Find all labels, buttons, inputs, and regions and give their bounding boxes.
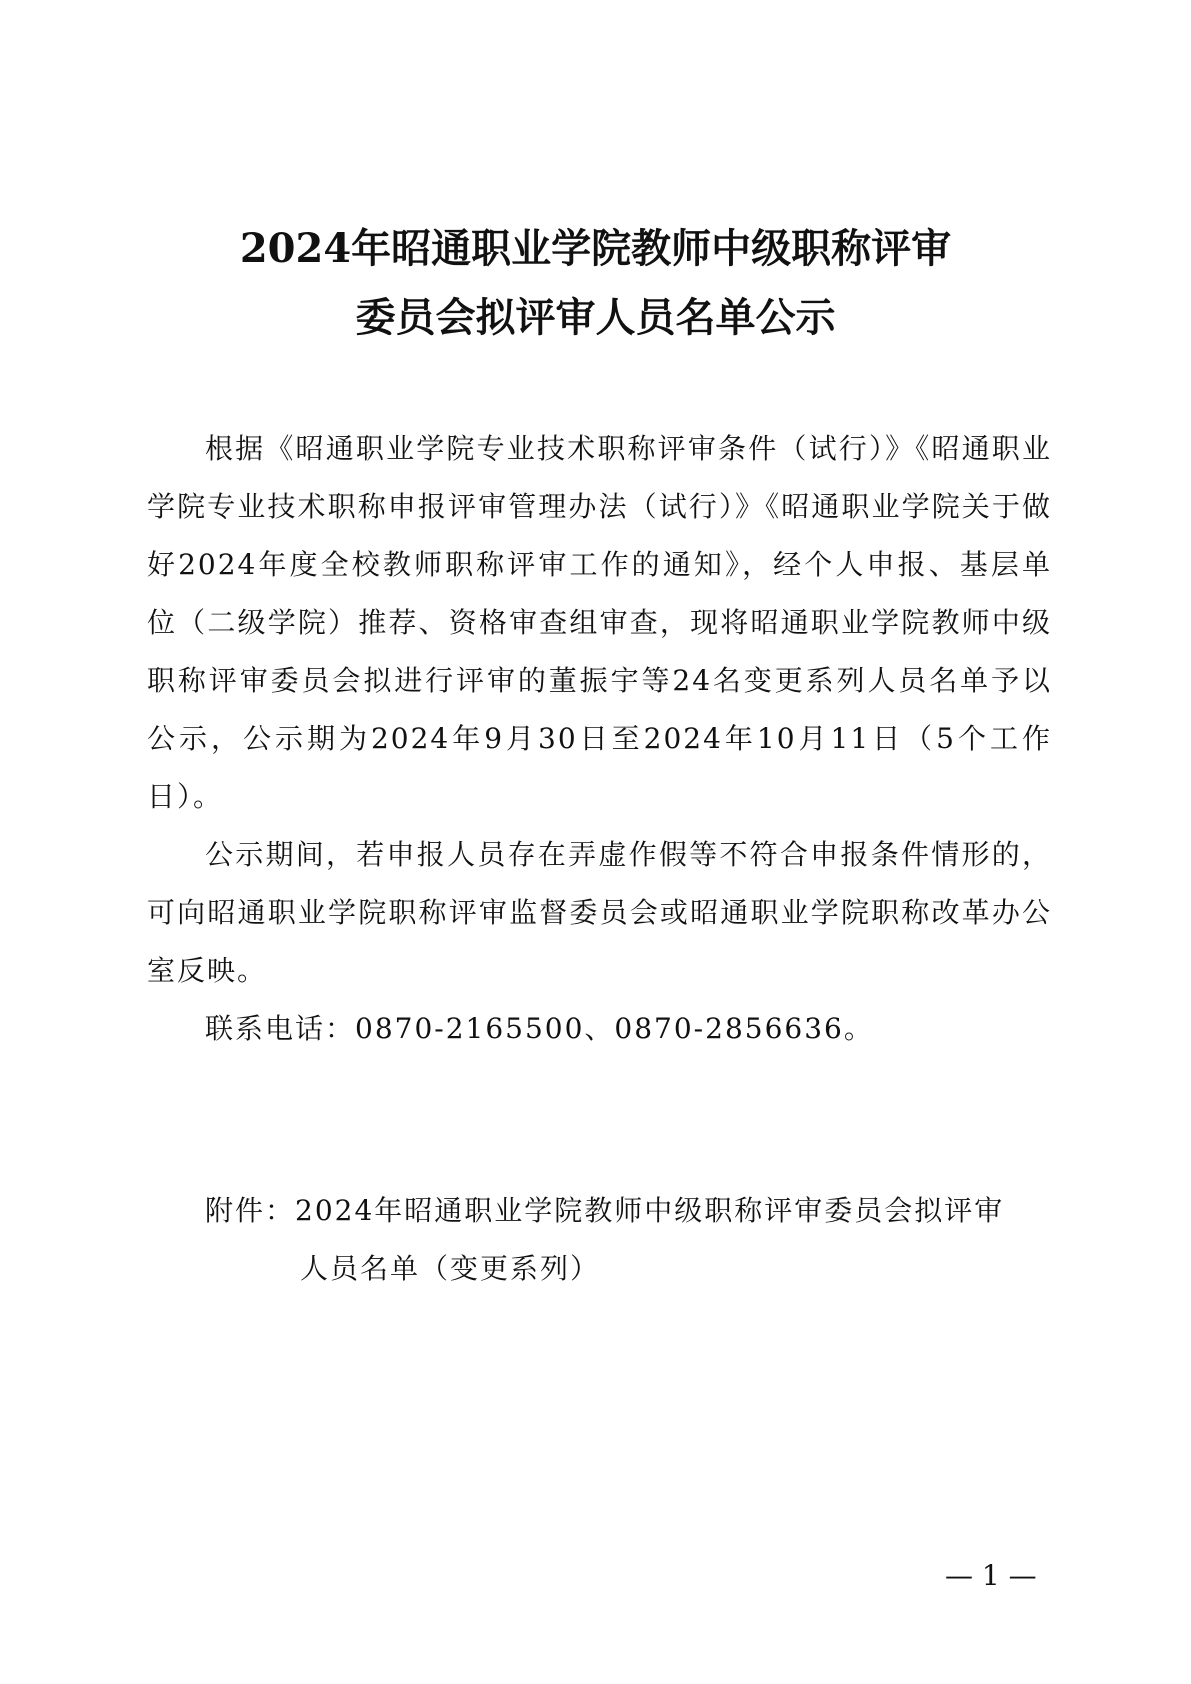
body-paragraph-objection <box>147 826 1052 1000</box>
paragraph-text: 根据《昭通职业学院专业技术职称评审条件（试行）》《昭通职业学院专业技术职称申报评审管理办法（试行）》《昭通职业学院关于做好2024年度全校教师职称评审工作的通知》，经个人申报、基层单位（二级学院）推荐、资格审查组审查，现将昭通职业学院教师中级职称评审委员会拟进行评审的董振宇等24名变更系列人员名单予以公示，公示期为2024年9月30日至2024年10月11日（5个工作日）。 <box>147 432 1052 813</box>
document-title-line-2: 委员会拟评审人员名单公示 <box>355 294 836 341</box>
attachment-line-2: 人员名单（变更系列） <box>300 1252 601 1285</box>
paragraph-text: 公示期间，若申报人员存在弄虚作假等不符合申报条件情形的，可向昭通职业学院职称评审监督委员会或昭通职业学院职称改革办公室反映。 <box>147 838 1052 987</box>
page-number: — 1 — <box>945 1559 1037 1592</box>
paragraph-text: 联系电话：0870-2165500、0870-2856636。 <box>205 1012 874 1045</box>
attachment-line-1: 附件：2024年昭通职业学院教师中级职称评审委员会拟评审 <box>205 1194 1005 1227</box>
document-title-line-1: 2024年昭通职业学院教师中级职称评审 <box>239 225 952 272</box>
body-paragraph-contact <box>147 1000 1052 1058</box>
body-paragraph-basis <box>147 420 1052 826</box>
